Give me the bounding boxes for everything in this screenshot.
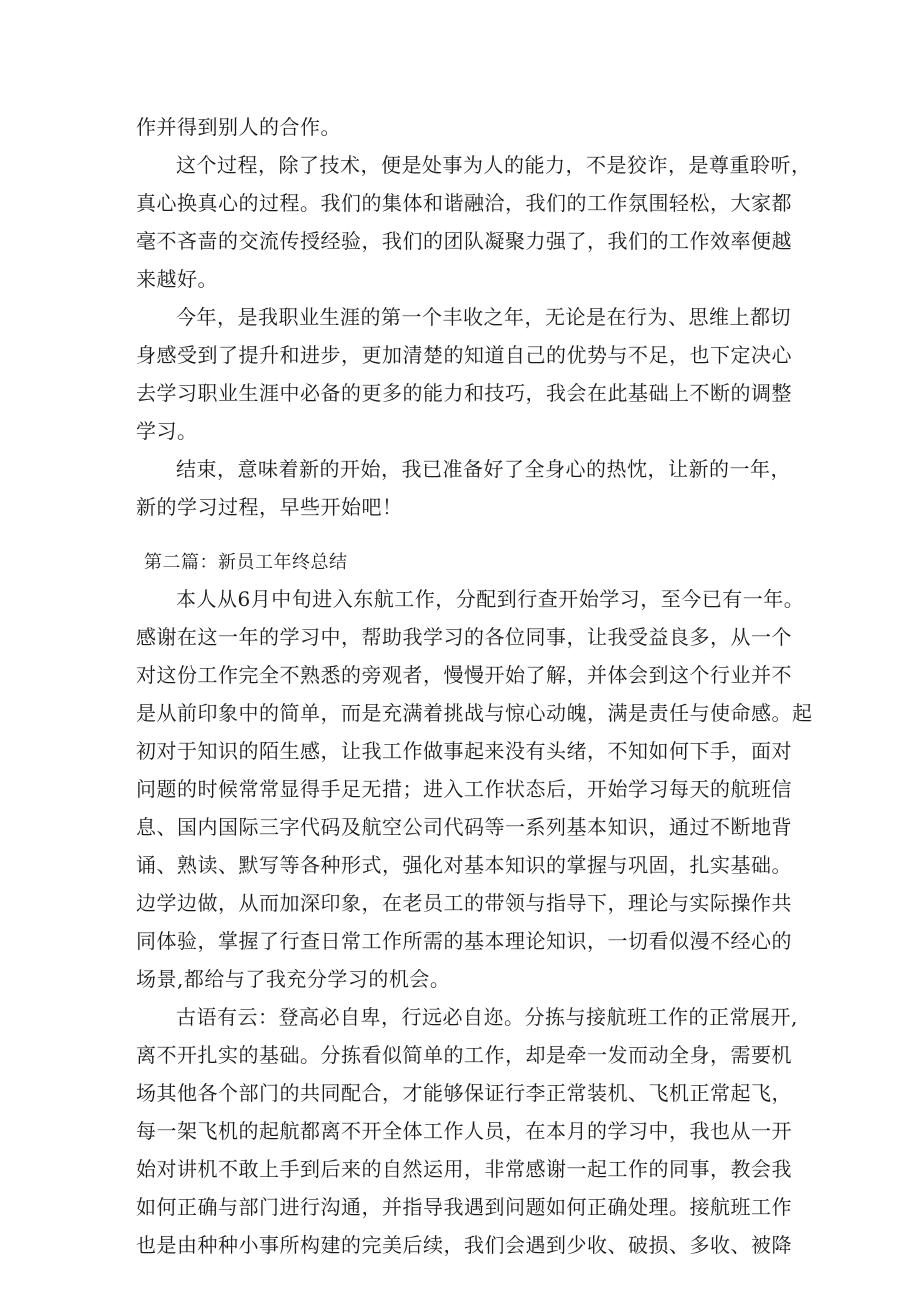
paragraph — [136, 146, 812, 298]
text-line: 真心换真心的过程。我们的集体和谐融洽，我们的工作氛围轻松，大家都 — [136, 191, 792, 215]
paragraph — [136, 298, 792, 450]
text-line: 是从前印象中的简单，而是充满着挑战与惊心动魄，满是责任与使命感。起 — [136, 701, 813, 725]
text-line: 本人从6月中旬进入东航工作，分配到行查开始学习，至今已有一年。 — [176, 587, 805, 611]
text-line: 问题的时候常常显得手足无措；进入工作状态后，开始学习每天的航班信 — [136, 777, 792, 801]
text-line: 身感受到了提升和进步，更加清楚的知道自己的优势与不足，也下定决心 — [136, 343, 792, 367]
text-line: 对这份工作完全不熟悉的旁观者，慢慢开始了解，并体会到这个行业并不 — [136, 663, 792, 687]
part1 — [136, 108, 812, 526]
text-line: 每一架飞机的起航都离不开全体工作人员，在本月的学习中，我也从一开 — [136, 1119, 792, 1143]
paragraph — [136, 108, 788, 146]
text-line: 初对于知识的陌生感，让我工作做事起来没有头绪，不知如何下手，面对 — [136, 739, 792, 763]
text-line: 今年，是我职业生涯的第一个丰收之年，无论是在行为、思维上都切 — [176, 305, 791, 329]
text-line: 也是由种种小事所构建的完美后续，我们会遇到少收、破损、多收、被降 — [136, 1233, 792, 1257]
text-line: 诵、熟读、默写等各种形式，强化对基本知识的掌握与巩固，扎实基础。 — [136, 853, 792, 877]
text-line: 感谢在这一年的学习中，帮助我学习的各位同事，让我受益良多，从一个 — [136, 625, 792, 649]
text-line: 结束，意味着新的开始，我已准备好了全身心的热忱，让新的一年， — [176, 457, 791, 481]
section-heading: 第二篇：新员工年终总结 — [144, 552, 348, 573]
text-line: 来越好。 — [136, 267, 218, 291]
text-line: 去学习职业生涯中必备的更多的能力和技巧，我会在此基础上不断的调整 — [136, 381, 792, 405]
paragraph — [136, 450, 791, 526]
text-line: 边学边做，从而加深印象，在老员工的带领与指导下，理论与实际操作共 — [136, 891, 792, 915]
paragraph — [136, 998, 798, 1264]
text-line: 场景,都给与了我充分学习的机会。 — [136, 967, 451, 991]
text-line: 古语有云：登高必自卑，行远必自迩。分拣与接航班工作的正常展开, — [176, 1005, 798, 1029]
text-line: 作并得到别人的合作。 — [136, 115, 341, 139]
text-line: 新的学习过程，早些开始吧！ — [136, 495, 403, 519]
paragraph — [136, 580, 813, 998]
text-line: 这个过程，除了技术，便是处事为人的能力，不是狡诈，是尊重聆听， — [176, 153, 812, 177]
text-line: 学习。 — [136, 419, 198, 443]
text-line: 始对讲机不敢上手到后来的自然运用，非常感谢一起工作的同事，教会我 — [136, 1157, 792, 1181]
text-line: 如何正确与部门进行沟通，并指导我遇到问题如何正确处理。接航班工作 — [136, 1195, 792, 1219]
text-line: 场其他各个部门的共同配合，才能够保证行李正常装机、飞机正常起飞， — [136, 1081, 792, 1105]
text-line: 同体验，掌握了行查日常工作所需的基本理论知识，一切看似漫不经心的 — [136, 929, 792, 953]
section-gap — [136, 526, 788, 546]
text-line: 毫不吝啬的交流传授经验，我们的团队凝聚力强了，我们的工作效率便越 — [136, 229, 792, 253]
text-line: 离不开扎实的基础。分拣看似简单的工作，却是牵一发而动全身，需要机 — [136, 1043, 792, 1067]
part2 — [136, 580, 813, 1264]
document-page — [136, 108, 813, 1264]
text-line: 息、国内国际三字代码及航空公司代码等一系列基本知识，通过不断地背 — [136, 815, 792, 839]
